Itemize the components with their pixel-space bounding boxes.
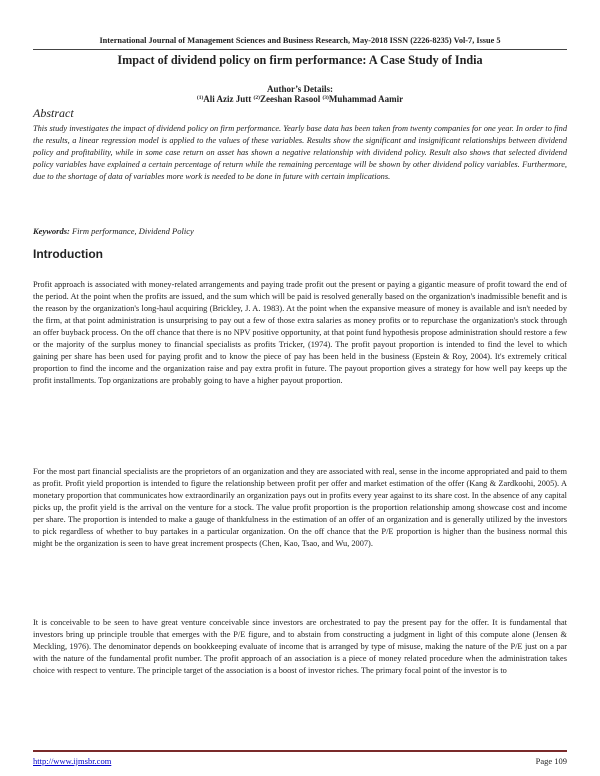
abstract-heading: Abstract — [33, 106, 74, 120]
journal-header: International Journal of Management Sciences and Business Research, May-2018 ISSN (2226-8235) Vol-7, Issue 5 — [99, 36, 501, 45]
abstract-text: This study investigates the impact of dividend policy on firm performance. Yearly base data has been taken from twenty companies for one year. In order to find the results, a linear regression model is applied to the values of these variables. Results show the significant and insignificant relationships between dividend policy and profitability, while in some case return on asset has shown a negative relationship with dividend policy. Result also shows that selected dividend policy variables have explained a certain percentage of return while the remaining percentage will be shown by other dividend policy variables. Furthermore, due to the shortage of data of variables more work is needed to be done in future with certain implications. — [33, 124, 567, 182]
journal-url-link[interactable]: http://www.ijmsbr.com — [33, 756, 112, 766]
author-1-marker: (1) — [196, 95, 204, 101]
body-paragraph: It is conceivable to be seen to have great venture conceivable since investors are orchestrated to pay the present pay for the offer. It is fundamental that investors bring up principle trouble that emerges with the P/E figure, and to abstain from constructing a judgment in light of this compute alone (Jensen & Meckling, 1976). The denominator depends on bookkeeping evaluate of income that is arranged by type of misuse, making the nature of the P/E just on a par with the nature of the fundamental profit number. The profit approach of an association is a piece of money related procedure when the administration takes choice with respect to venture. The principle target of the association is a boost of investor riches. The primary focal point of the investor is to — [33, 618, 567, 676]
author-1-name: Ali Aziz Jutt — [203, 94, 254, 104]
keywords-line — [33, 226, 567, 236]
authors-heading: Author’s Details: — [266, 84, 334, 94]
paper-title: Impact of dividend policy on firm performance: A Case Study of India — [117, 53, 483, 67]
author-3-name: Muhammad Aamir — [328, 94, 404, 104]
keywords-text: Firm performance, Dividend Policy — [69, 226, 194, 236]
header-divider — [33, 49, 567, 50]
keywords-label: Keywords: — [33, 226, 70, 236]
authors-list — [33, 94, 567, 104]
footer-divider — [33, 750, 567, 752]
author-2-marker: (2) — [253, 95, 260, 101]
page-number: Page 109 — [535, 756, 567, 766]
introduction-heading: Introduction — [33, 247, 103, 261]
author-2-name: Zeeshan Rasool — [259, 94, 323, 104]
author-3-marker: (3) — [322, 95, 329, 101]
body-paragraph: Profit approach is associated with money-related arrangements and paying trade profit out the present or paying a gigantic measure of profit toward the end of the period. At the point when the profits are issued, and the sum which will be paid is resolved generally based on the organization's inadmissible benefit and is the reason by the organization's long-haul acquiring (Brickley, J. A. 1983). At the point when the expansive measure of money is available and isn't needed by the firm, at that point administration is unsurprising to pay out a few of those extra salaries as money profits or to repurchase the organization's stock through an offer buyback process. On the off chance that there is no NPV positive opportunity, at that point fund hypothesis propose administration should restore a few or the majority of the surplus money to financial specialists as profits Tricker, (1974). The profit payout proportion is intended to find the level to which gaining per share has been used for paying profit and to know the piece of pay has been held in the business (Epstein & Roy, 2004). It's extremely critical proportion to find the income and the organization raise and pay extra profit in future. The payout proportion gives a strategy for how well pay keeps up the profit installments. Top organizations are probably going to have a higher payout proportion. — [33, 280, 567, 386]
body-paragraph: For the most part financial specialists are the proprietors of an organization and they are associated with real, sense in the income appropriated and paid to them as profit. Profit yield proportion is intended to figure the relationship between profit per offer and market estimation of the offer (Kang & Zardkoohi, 2005). A monetary proportion that communicates how extraordinarily an organization pays out in profits every year against to its share cost. In the absence of any capital picks up, the profit yield is the arrival on the venture for a stock. The value profit proportion is the proportion relationship among showcase cost and income per share. The proportion is intended to make a gauge of thankfulness in the estimation of an offer of an organization and is generally utilized by the investors to pick regardless of whether to buy partakes in a particular organization. On the off chance that the P/E proportion is higher than the business normal this might be the organization is seen to have great increment prospects (Chen, Kao, Tsao, and Wu, 2007). — [33, 467, 567, 549]
